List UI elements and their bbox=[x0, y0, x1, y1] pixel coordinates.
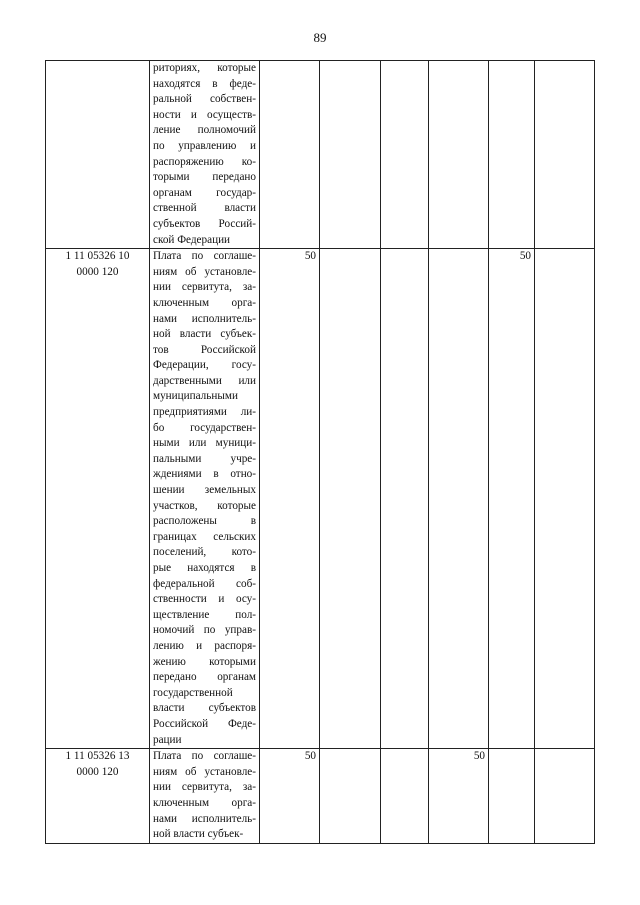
description-line: находятся в феде- bbox=[153, 77, 256, 90]
budget-code-line: 1 11 05326 10 bbox=[65, 250, 130, 263]
amount-cell-4: 50 bbox=[429, 749, 489, 844]
description-line: ной власти субъек- bbox=[153, 328, 256, 341]
description-line: распоряжению ко- bbox=[153, 155, 256, 168]
description-line: ключенным орга- bbox=[153, 296, 256, 309]
description-line: номочий по управ- bbox=[153, 624, 256, 637]
amount-cell-2 bbox=[320, 749, 381, 844]
table-body bbox=[46, 61, 595, 844]
description-line: торыми передано bbox=[153, 171, 256, 184]
page-number: 89 bbox=[313, 30, 327, 45]
amount-cell-5: 50 bbox=[489, 249, 535, 749]
description-line: поселений, кото- bbox=[153, 546, 256, 559]
description-line: Плата по соглаше- bbox=[153, 250, 256, 263]
amount-cell-1: 50 bbox=[260, 749, 320, 844]
description-line: риториях, которые bbox=[153, 62, 256, 74]
description-line: ской Федерации bbox=[153, 233, 231, 246]
description-line: ниям об установле- bbox=[153, 765, 256, 778]
description-line: участков, которые bbox=[153, 499, 256, 512]
description-line: власти субъектов bbox=[153, 702, 256, 715]
description-line: ществление пол- bbox=[153, 608, 256, 621]
description-line: рации bbox=[153, 733, 182, 746]
description-line: лению и распоря- bbox=[153, 639, 256, 652]
description-cell bbox=[150, 61, 260, 249]
description-line: нии сервитута, за- bbox=[153, 781, 256, 794]
description-line: расположены в bbox=[153, 515, 256, 528]
amount-cell-1: 50 bbox=[260, 249, 320, 749]
table-row bbox=[46, 61, 595, 249]
description-line: государственной bbox=[153, 686, 233, 699]
description-line: дарственными или bbox=[153, 374, 256, 387]
description-line: бо государствен- bbox=[153, 421, 256, 434]
description-line: нами исполнитель- bbox=[153, 812, 256, 825]
amount-cell-2 bbox=[320, 61, 381, 249]
description-cell bbox=[150, 249, 260, 749]
amount-cell-6 bbox=[535, 249, 595, 749]
budget-code-line: 0000 120 bbox=[76, 265, 119, 278]
description-line: Федерации, госу- bbox=[153, 359, 256, 372]
budget-code-cell bbox=[46, 61, 150, 249]
amount-cell-4 bbox=[429, 249, 489, 749]
amount-cell-3 bbox=[381, 249, 429, 749]
description-line: тов Российской bbox=[153, 343, 256, 356]
amount-cell-3 bbox=[381, 749, 429, 844]
budget-code-cell bbox=[46, 749, 150, 844]
description-line: нии сервитута, за- bbox=[153, 281, 256, 294]
description-line: ными или муници- bbox=[153, 437, 256, 450]
description-line: пальными учре- bbox=[153, 452, 256, 465]
description-line: органам государ- bbox=[153, 186, 256, 199]
description-line: ключенным орга- bbox=[153, 796, 256, 809]
budget-code-cell bbox=[46, 249, 150, 749]
amount-cell-1 bbox=[260, 61, 320, 249]
amount-cell-3 bbox=[381, 61, 429, 249]
description-line: жению которыми bbox=[153, 655, 256, 668]
description-line: ной власти субъек- bbox=[153, 828, 244, 841]
amount-cell-5 bbox=[489, 61, 535, 249]
description-line: ление полномочий bbox=[153, 124, 256, 137]
description-cell bbox=[150, 749, 260, 844]
description-line: рые находятся в bbox=[153, 562, 256, 574]
amount-cell-6 bbox=[535, 61, 595, 249]
table-row bbox=[46, 249, 595, 749]
description-line: нами исполнитель- bbox=[153, 312, 256, 325]
amount-cell-2 bbox=[320, 249, 381, 749]
amount-cell-4 bbox=[429, 61, 489, 249]
description-line: Плата по соглаше- bbox=[153, 750, 256, 763]
description-line: ждениями в отно- bbox=[153, 468, 256, 481]
description-line: предприятиями ли- bbox=[153, 406, 256, 419]
description-line: границах сельских bbox=[153, 530, 256, 543]
description-line: ральной собствен- bbox=[153, 93, 256, 106]
amount-cell-5 bbox=[489, 749, 535, 844]
amount-cell-6 bbox=[535, 749, 595, 844]
table-row bbox=[46, 749, 595, 844]
description-line: шении земельных bbox=[153, 484, 256, 497]
description-line: субъектов Россий- bbox=[153, 217, 256, 230]
budget-code-line: 0000 120 bbox=[76, 765, 119, 778]
description-line: муниципальными bbox=[153, 390, 238, 403]
description-line: передано органам bbox=[153, 671, 256, 684]
description-line: Российской Феде- bbox=[153, 717, 256, 730]
description-line: по управлению и bbox=[153, 139, 256, 152]
description-line: ниям об установле- bbox=[153, 265, 256, 278]
budget-table bbox=[45, 60, 595, 844]
description-line: ственности и осу- bbox=[153, 593, 256, 606]
description-line: ственной власти bbox=[153, 202, 256, 215]
budget-code-line: 1 11 05326 13 bbox=[65, 750, 130, 763]
description-line: ности и осуществ- bbox=[153, 108, 256, 121]
description-line: федеральной соб- bbox=[153, 577, 256, 590]
